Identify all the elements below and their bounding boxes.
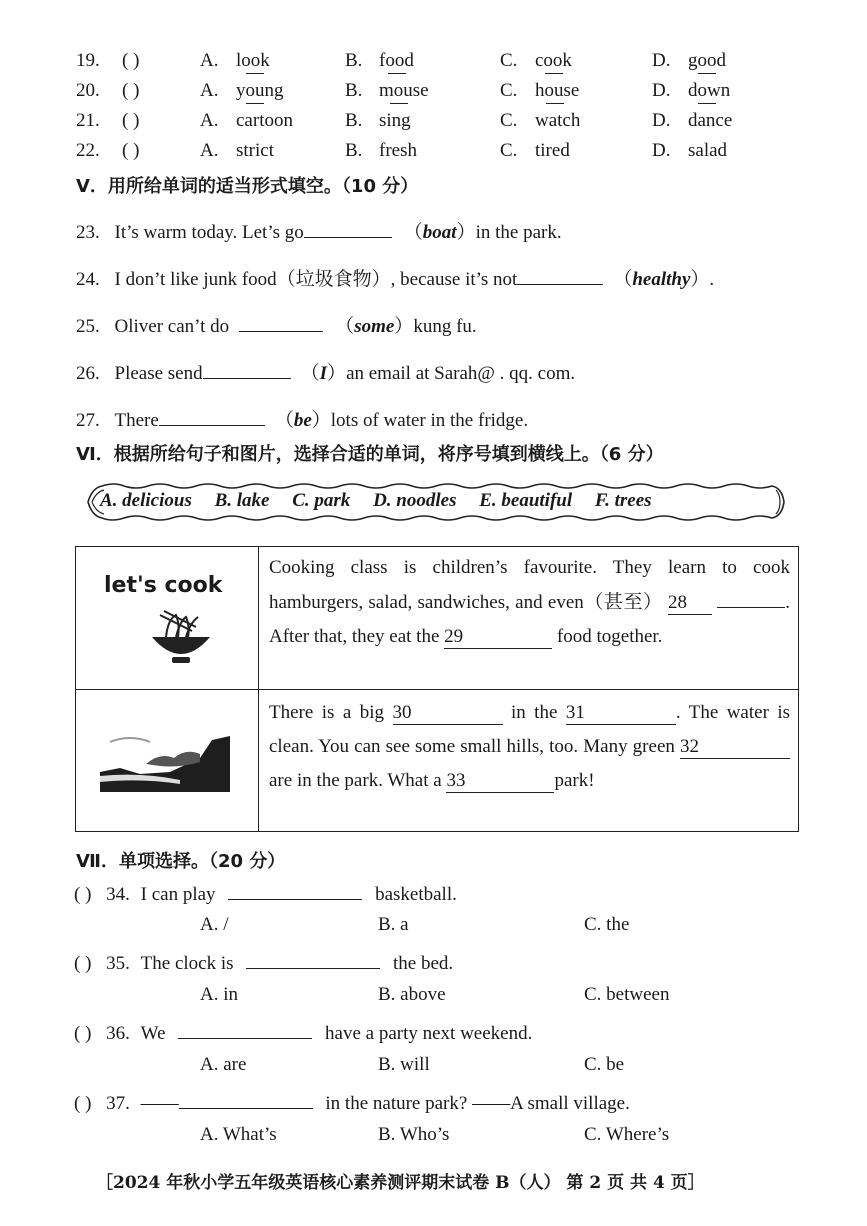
- question-number: 36.: [106, 1023, 130, 1044]
- option-c-label: C.: [500, 80, 518, 101]
- choice-options-36: [0, 1054, 867, 1082]
- fill-question-24: 24. I don’t like junk food（垃圾食物）, because it’s not （healthy）.: [76, 264, 714, 291]
- underline-mark: [698, 103, 716, 104]
- option-b-label: B.: [345, 110, 363, 131]
- question-text: I don’t like junk food（垃圾食物）, because it’s not: [114, 269, 518, 290]
- option-c-word: watch: [535, 110, 581, 131]
- cooking-passage: Cooking class is children’s favourite. They learn to cook hamburgers, salad, sandwiches, and even（甚至） 28 . After that, they eat the 29 food together.: [259, 547, 799, 690]
- word-options-box: [84, 480, 788, 524]
- option-a-word: young: [236, 80, 284, 101]
- phonics-question-20: [0, 80, 867, 108]
- option-a[interactable]: A. What’s: [200, 1124, 277, 1145]
- option-d-label: D.: [652, 140, 671, 161]
- option-a[interactable]: A. /: [200, 914, 229, 935]
- underline-mark: [246, 73, 264, 74]
- question-text: It’s warm today. Let’s go: [114, 222, 304, 243]
- choice-options-34: [0, 914, 867, 942]
- option-a[interactable]: A. in: [200, 984, 238, 1005]
- choice-options-37: [0, 1124, 867, 1152]
- option-b-word: food: [379, 50, 414, 71]
- given-word: boat: [422, 222, 457, 243]
- phonics-question-22: [0, 140, 867, 168]
- question-text: We: [140, 1023, 166, 1044]
- answer-blank[interactable]: [203, 360, 291, 379]
- option-b-label: B.: [345, 140, 363, 161]
- answer-blank[interactable]: ( ): [122, 80, 140, 101]
- given-word: I: [319, 363, 328, 384]
- blank-28-cont[interactable]: [717, 585, 785, 608]
- option-a-word: strict: [236, 140, 274, 161]
- option-d-word: down: [688, 80, 731, 101]
- question-text-end: have a party next weekend.: [325, 1023, 533, 1044]
- option-b-label: B.: [345, 50, 363, 71]
- option-d: D. noodles: [373, 490, 457, 511]
- option-c-word: house: [535, 80, 580, 101]
- option-b[interactable]: B. a: [378, 914, 409, 935]
- answer-paren[interactable]: ( ): [74, 1093, 92, 1114]
- option-d-word: salad: [688, 140, 728, 161]
- option-b[interactable]: B. above: [378, 984, 446, 1005]
- cooking-image-cell: [76, 547, 259, 690]
- question-number: 20.: [76, 80, 100, 101]
- park-passage: There is a big 30 in the 31 . The water is clean. You can see some small hills, too. Many green 32are in the park. What a 33 park!: [259, 690, 799, 832]
- question-text-end: kung fu.: [413, 316, 477, 337]
- given-word: healthy: [632, 269, 691, 290]
- answer-blank[interactable]: [159, 407, 265, 426]
- option-a-label: A.: [200, 50, 219, 71]
- answer-blank[interactable]: [228, 881, 362, 900]
- choice-question-34: [74, 881, 457, 906]
- answer-paren[interactable]: ( ): [74, 1023, 92, 1044]
- option-e: E. beautiful: [479, 490, 573, 511]
- option-a-word: look: [236, 50, 270, 71]
- option-b[interactable]: B. will: [378, 1054, 430, 1075]
- blank-33[interactable]: 33: [446, 770, 554, 793]
- question-text-end: an email at Sarah@ . qq. com.: [346, 363, 576, 384]
- question-number: 21.: [76, 110, 100, 131]
- question-text-end: in the nature park? ——A small village.: [325, 1093, 630, 1114]
- underline-mark: [246, 103, 264, 104]
- option-c[interactable]: C. between: [584, 984, 670, 1005]
- fill-question-27: 27. There （be）lots of water in the fridge.: [76, 405, 528, 432]
- lets-cook-label: let's cook: [104, 573, 223, 598]
- option-c[interactable]: C. Where’s: [584, 1124, 670, 1145]
- option-b[interactable]: B. Who’s: [378, 1124, 450, 1145]
- option-b-word: sing: [379, 110, 411, 131]
- blank-32[interactable]: 32: [680, 736, 790, 759]
- question-text-end: in the park.: [475, 222, 562, 243]
- underline-mark: [388, 73, 406, 74]
- question-text: The clock is: [140, 953, 234, 974]
- option-c-label: C.: [500, 140, 518, 161]
- answer-paren[interactable]: ( ): [74, 953, 92, 974]
- option-a[interactable]: A. are: [200, 1054, 247, 1075]
- question-text: There: [114, 410, 159, 431]
- noodle-bowl-icon: [146, 609, 216, 669]
- answer-blank[interactable]: ( ): [122, 110, 140, 131]
- option-b: B. lake: [214, 490, 270, 511]
- underline-mark: [545, 73, 563, 74]
- answer-blank[interactable]: ( ): [122, 140, 140, 161]
- underline-mark: [546, 103, 564, 104]
- question-text-end: lots of water in the fridge.: [330, 410, 529, 431]
- question-text: ——: [140, 1093, 179, 1114]
- question-text: Please send: [114, 363, 203, 384]
- choice-question-36: [74, 1020, 532, 1045]
- section-6-title: Ⅵ．根据所给句子和图片，选择合适的单词，将序号填到横线上。（6 分）: [76, 444, 664, 465]
- question-number: 19.: [76, 50, 100, 71]
- question-text-end: basketball.: [375, 884, 457, 905]
- option-c: C. park: [292, 490, 351, 511]
- question-number: 37.: [106, 1093, 130, 1114]
- option-a-label: A.: [200, 140, 219, 161]
- answer-blank[interactable]: [246, 950, 380, 969]
- phonics-question-21: [0, 110, 867, 138]
- fill-question-26: 26. Please send （I）an email at Sarah@ . qq. com.: [76, 358, 575, 385]
- answer-blank[interactable]: [517, 266, 603, 285]
- fill-question-23: 23. It’s warm today. Let’s go （boat）in the park.: [76, 217, 562, 244]
- answer-paren[interactable]: ( ): [74, 884, 92, 905]
- answer-blank[interactable]: [304, 219, 392, 238]
- option-d-label: D.: [652, 80, 671, 101]
- option-b-label: B.: [345, 80, 363, 101]
- lake-landscape-icon: [100, 728, 230, 792]
- phonics-question-19: [0, 50, 867, 78]
- option-b-word: mouse: [379, 80, 429, 101]
- fill-question-25: 25. Oliver can’t do （some）kung fu.: [76, 311, 477, 338]
- option-d-word: dance: [688, 110, 733, 131]
- question-number: 23.: [76, 222, 100, 243]
- section-5-title: V．用所给单词的适当形式填空。（10 分）: [76, 176, 419, 197]
- underline-mark: [698, 73, 716, 74]
- blank-30[interactable]: 30: [393, 702, 503, 725]
- question-number: 22.: [76, 140, 100, 161]
- section-7-title: Ⅶ．单项选择。（20 分）: [76, 851, 286, 872]
- question-number: 35.: [106, 953, 130, 974]
- blank-29[interactable]: 29: [444, 626, 552, 649]
- given-word: be: [293, 410, 312, 431]
- question-number: 24.: [76, 269, 100, 290]
- option-a-label: A.: [200, 80, 219, 101]
- question-number: 26.: [76, 363, 100, 384]
- option-a-label: A.: [200, 110, 219, 131]
- page-footer: ［2024 年秋小学五年级英语核心素养测评期末试卷 B（人） 第 2 页 共 4 页］: [96, 1173, 705, 1193]
- blank-31[interactable]: 31: [566, 702, 676, 725]
- question-number: 27.: [76, 410, 100, 431]
- question-number: 34.: [106, 884, 130, 905]
- blank-28[interactable]: 28: [668, 592, 712, 615]
- option-c-word: cook: [535, 50, 572, 71]
- choice-options-35: [0, 984, 867, 1012]
- option-c-label: C.: [500, 110, 518, 131]
- answer-blank[interactable]: ( ): [122, 50, 140, 71]
- park-image-cell: [76, 690, 259, 832]
- word-options: [100, 490, 652, 512]
- question-number: 25.: [76, 316, 100, 337]
- option-c[interactable]: C. the: [584, 914, 630, 935]
- question-text-end: the bed.: [393, 953, 454, 974]
- question-text: I can play: [140, 884, 216, 905]
- option-c[interactable]: C. be: [584, 1054, 625, 1075]
- choice-question-37: [74, 1090, 630, 1115]
- option-f: F. trees: [594, 490, 652, 511]
- given-word: some: [354, 316, 395, 337]
- option-c-label: C.: [500, 50, 518, 71]
- underline-mark: [390, 103, 408, 104]
- answer-blank[interactable]: [178, 1020, 312, 1039]
- option-b-word: fresh: [379, 140, 417, 161]
- option-d-word: good: [688, 50, 726, 71]
- option-d-label: D.: [652, 110, 671, 131]
- option-c-word: tired: [535, 140, 570, 161]
- option-a-word: cartoon: [236, 110, 293, 131]
- question-text-end: .: [709, 269, 715, 290]
- option-d-label: D.: [652, 50, 671, 71]
- option-a: A. delicious: [100, 490, 192, 511]
- answer-blank[interactable]: [239, 313, 323, 332]
- answer-blank[interactable]: [179, 1090, 313, 1109]
- reading-table: [75, 546, 799, 832]
- question-text: Oliver can’t do: [114, 316, 230, 337]
- choice-question-35: [74, 950, 453, 975]
